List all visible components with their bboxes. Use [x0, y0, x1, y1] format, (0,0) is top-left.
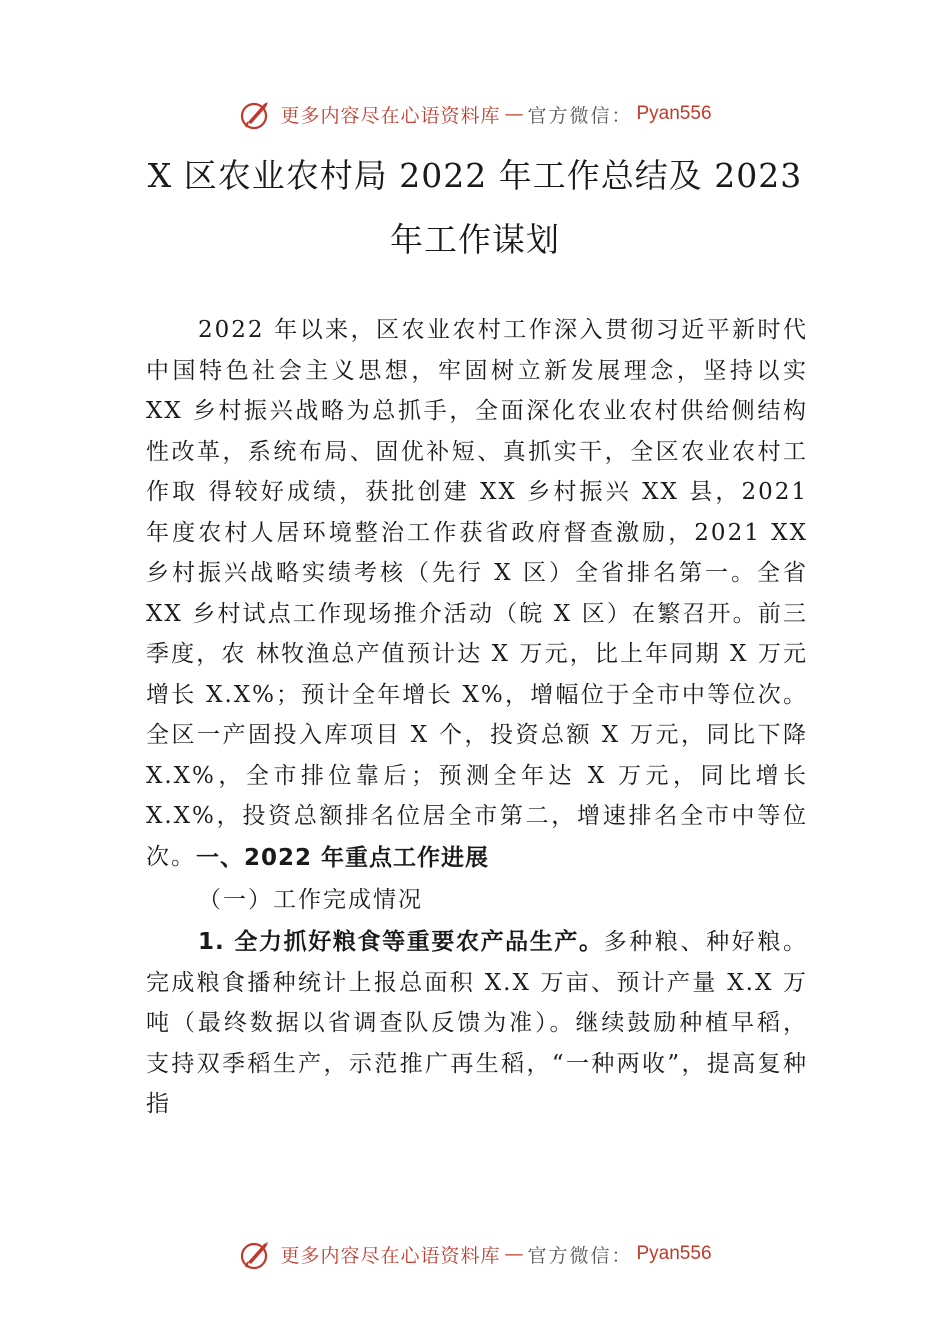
watermark-wechat-id: Pyan556	[636, 1243, 712, 1264]
quill-pen-logo-icon	[238, 1236, 274, 1272]
watermark-separator: —	[504, 1243, 524, 1265]
watermark-banner-bottom	[0, 1234, 950, 1274]
watermark-brand: 更多内容尽在心语资料库	[280, 104, 501, 127]
subsection-heading: （一）工作完成情况	[198, 887, 423, 913]
document-title-line2: 年工作谋划	[390, 220, 560, 259]
quill-pen-logo-icon	[238, 96, 274, 132]
watermark-label: 官方微信：	[527, 104, 633, 127]
watermark-wechat-id: Pyan556	[636, 103, 712, 124]
watermark-separator: —	[504, 103, 524, 125]
item-lead: 1. 全力抓好粮食等重要农产品生产。	[198, 929, 604, 955]
watermark-label: 官方微信：	[527, 1244, 633, 1267]
intro-paragraph: 2022 年以来，区农业农村工作深入贯彻习近平新时代中国特色社会主义思想，牢固树立新发展理念，坚持以实 XX 乡村振兴战略为总抓手，全面深化农业农村供给侧结构性改革，系统布局、固优补短、真抓实干，全区农业农村工作取 得较好成绩，获批创建 XX 乡村振兴 XX 县，2021 年度农村人居环境整治工作获省政府督查激励，2021 XX 乡村振兴战略实绩考核（先行 X 区）全省排名第一。全省 XX 乡村试点工作现场推介活动（皖 X 区）在繁召开。前三季度，农 林牧渔总产值预计达 X 万元，比上年同期 X 万元增长 X.X%；预计全年增长 X%，增幅位于全市中等位次。全区一产固投入库项目 X 个，投资总额 X 万元，同比下降 X.X%，全市排位靠后；预测全年达 X 万元，同比增长 X.X%，投资总额排名位居全市第二，增速排名全市中等位次。	[146, 317, 808, 870]
document-title-line1: X 区农业农村局 2022 年工作总结及 2023	[147, 156, 803, 195]
watermark-banner-top	[0, 94, 950, 134]
item-paragraph	[146, 922, 808, 1125]
item-body: 多种粮、种好粮。完成粮食播种统计上报总面积 X.X 万亩、预计产量 X.X 万吨（最终数据以省调查队反馈为准）。继续鼓励种植早稻，支持双季稻生产，示范推广再生稻，“一种两收”，提高复种指	[146, 929, 809, 1117]
section-heading: 一、2022 年重点工作进展	[196, 845, 490, 871]
watermark-brand: 更多内容尽在心语资料库	[280, 1244, 501, 1267]
